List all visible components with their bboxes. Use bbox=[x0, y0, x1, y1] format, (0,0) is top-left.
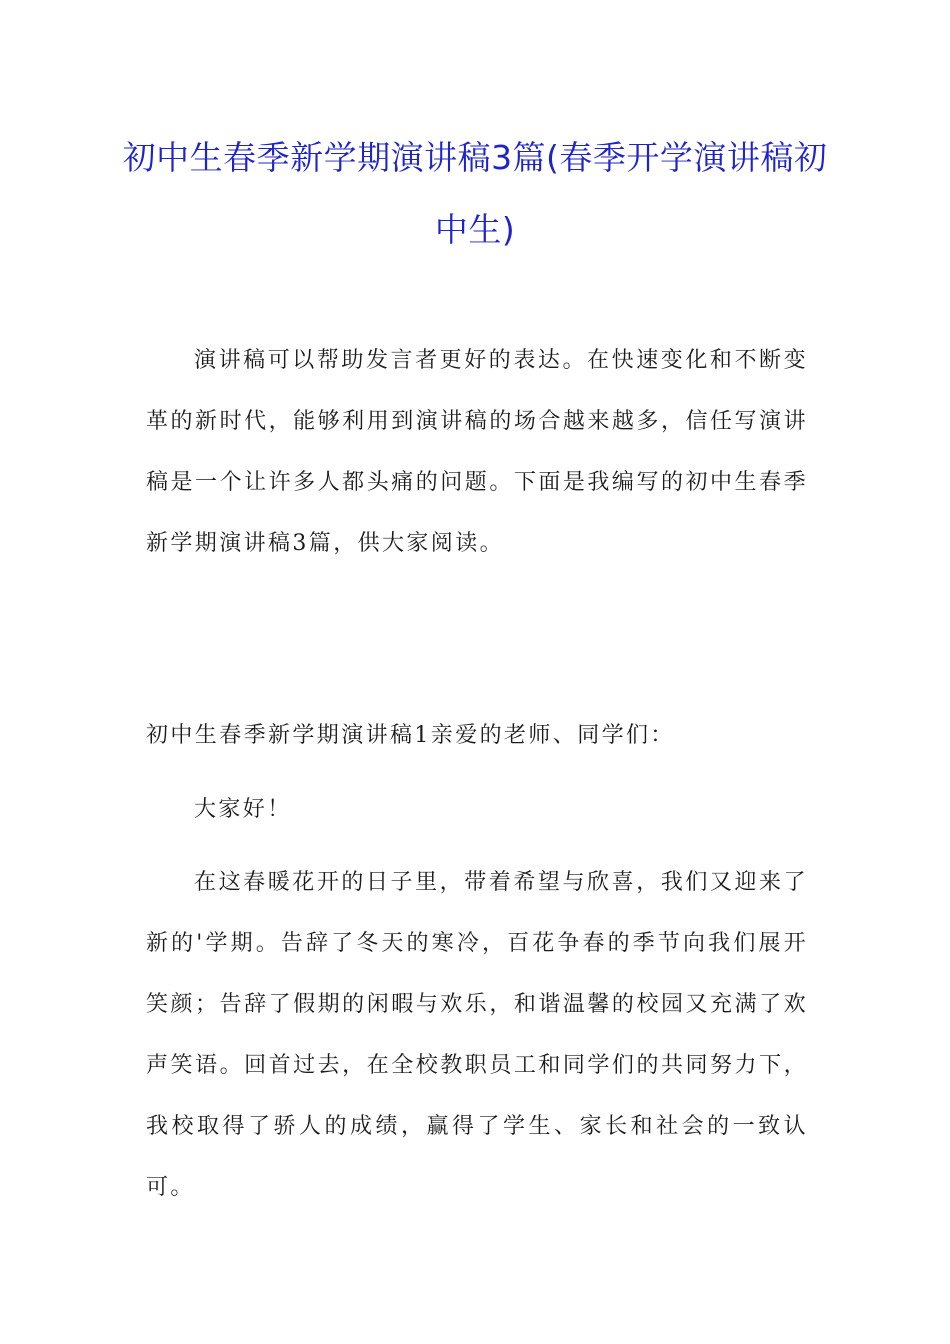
greeting-paragraph: 大家好！ bbox=[194, 797, 292, 822]
section-heading-1: 初中生春季新学期演讲稿1亲爱的老师、同学们： bbox=[146, 723, 675, 748]
body-paragraph-1: 在这春暖花开的日子里，带着希望与欣喜，我们又迎来了新的'学期。告辞了冬天的寒冷，百花争春的季节向我们展开笑颜；告辞了假期的闲暇与欢乐，和谐温馨的校园又充满了欢声笑语。回首过去，在全校教职员工和同学们的共同努力下，我校取得了骄人的成绩，赢得了学生、家长和社会的一致认可。 bbox=[146, 870, 808, 1200]
document-title: 初中生春季新学期演讲稿3篇(春季开学演讲稿初中生) bbox=[122, 138, 828, 249]
intro-paragraph: 演讲稿可以帮助发言者更好的表达。在快速变化和不断变革的新时代，能够利用到演讲稿的场合越来越多，信任写演讲稿是一个让许多人都头痛的问题。下面是我编写的初中生春季新学期演讲稿3篇，供大家阅读。 bbox=[146, 348, 808, 556]
